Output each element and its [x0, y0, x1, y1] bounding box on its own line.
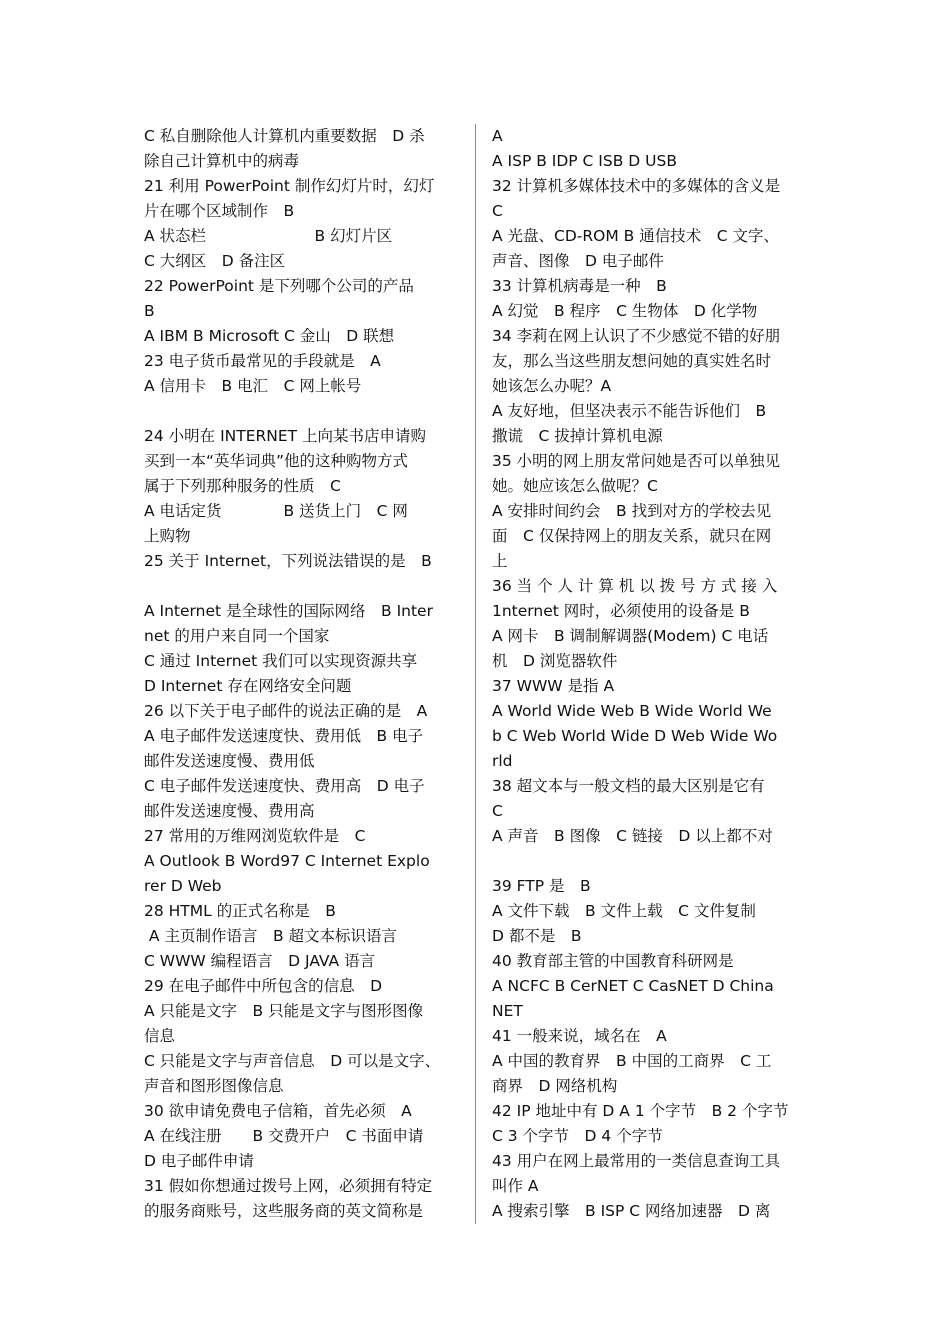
- text-line: 上: [492, 552, 508, 570]
- text-line: A 在线注册 B 交费开户 C 书面申请: [144, 1127, 424, 1145]
- text-line: A ISP B IDP C ISB D USB: [492, 152, 677, 170]
- text-line: 38 超文本与一般文档的最大区别是它有: [492, 777, 765, 795]
- text-line: A 状态栏 B 幻灯片区: [144, 227, 393, 245]
- text-line: 面 C 仅保持网上的朋友关系，就只在网: [492, 527, 772, 545]
- text-line: A NCFC B CerNET C CasNET D China: [492, 977, 774, 995]
- text-line: 她该怎么办呢？A: [492, 377, 612, 395]
- text-line: 撒谎 C 拔掉计算机电源: [492, 427, 663, 445]
- text-line: A World Wide Web B Wide World We: [492, 702, 772, 720]
- text-line: A 信用卡 B 电汇 C 网上帐号: [144, 377, 362, 395]
- left-text-column: [144, 124, 464, 1224]
- text-line: C 只能是文字与声音信息 D 可以是文字、: [144, 1052, 441, 1070]
- text-line: A 文件下载 B 文件上载 C 文件复制: [492, 902, 756, 920]
- text-line: rer D Web: [144, 877, 222, 895]
- text-line: A 安排时间约会 B 找到对方的学校去见: [492, 502, 772, 520]
- text-line: A 搜索引擎 B ISP C 网络加速器 D 离: [492, 1202, 771, 1220]
- text-line: 21 利用 PowerPoint 制作幻灯片时，幻灯: [144, 177, 435, 195]
- text-line: 商界 D 网络机构: [492, 1077, 618, 1095]
- text-line: 1nternet 网时，必须使用的设备是 B: [492, 602, 750, 620]
- text-line: 28 HTML 的正式名称是 B: [144, 902, 336, 920]
- text-line: A 只能是文字 B 只能是文字与图形图像: [144, 1002, 424, 1020]
- text-line: 43 用户在网上最常用的一类信息查询工具: [492, 1152, 781, 1170]
- text-line: A 电子邮件发送速度快、费用低 B 电子: [144, 727, 424, 745]
- text-line: [144, 574, 464, 599]
- text-line: 25 关于 Internet，下列说法错误的是 B: [144, 552, 432, 570]
- text-line: A Internet 是全球性的国际网络 B Inter: [144, 602, 433, 620]
- text-line: A 光盘、CD-ROM B 通信技术 C 文字、: [492, 227, 779, 245]
- text-line: 声音和图形图像信息: [144, 1077, 284, 1095]
- text-line: 39 FTP 是 B: [492, 877, 591, 895]
- text-line: C: [492, 802, 503, 820]
- text-line: 42 IP 地址中有 D A 1 个字节 B 2 个字节: [492, 1102, 789, 1120]
- text-line: 邮件发送速度慢、费用高: [144, 802, 315, 820]
- text-line: 22 PowerPoint 是下列哪个公司的产品: [144, 277, 414, 295]
- text-line: C 私自删除他人计算机内重要数据 D 杀: [144, 127, 425, 145]
- text-line: A 友好地，但坚决表示不能告诉他们 B: [492, 402, 767, 420]
- text-line: 24 小明在 INTERNET 上向某书店申请购: [144, 427, 427, 445]
- text-line: 声音、图像 D 电子邮件: [492, 252, 664, 270]
- text-line: C WWW 编程语言 D JAVA 语言: [144, 952, 376, 970]
- text-line: 27 常用的万维网浏览软件是 C: [144, 827, 366, 845]
- text-line: b C Web World Wide D Web Wide Wo: [492, 727, 778, 745]
- text-line: 41 一般来说，域名在 A: [492, 1027, 667, 1045]
- text-line: C 电子邮件发送速度快、费用高 D 电子: [144, 777, 425, 795]
- text-line: rld: [492, 752, 513, 770]
- text-line: 除自己计算机中的病毒: [144, 152, 300, 170]
- text-line: C 大纲区 D 备注区: [144, 252, 286, 270]
- text-line: A 主页制作语言 B 超文本标识语言: [144, 927, 398, 945]
- text-line: 买到一本“英华词典”他的这种购物方式: [144, 452, 409, 470]
- text-line: 34 李莉在网上认识了不少感觉不错的好朋: [492, 327, 781, 345]
- text-line: A Outlook B Word97 C Internet Explo: [144, 852, 430, 870]
- text-line: B: [144, 302, 155, 320]
- text-line: 的服务商账号，这些服务商的英文简称是: [144, 1202, 424, 1220]
- column-divider: [475, 124, 476, 1224]
- text-line: 36 当 个 人 计 算 机 以 拨 号 方 式 接 入: [492, 577, 778, 595]
- text-line: C 通过 Internet 我们可以实现资源共享: [144, 652, 418, 670]
- text-line: A 声音 B 图像 C 链接 D 以上都不对: [492, 827, 773, 845]
- text-line: 35 小明的网上朋友常问她是否可以单独见: [492, 452, 781, 470]
- text-line: 片在哪个区域制作 B: [144, 202, 295, 220]
- text-line: A 幻觉 B 程序 C 生物体 D 化学物: [492, 302, 758, 320]
- text-line: [144, 399, 464, 424]
- text-line: 上购物: [144, 527, 191, 545]
- text-line: 40 教育部主管的中国教育科研网是: [492, 952, 734, 970]
- text-line: C 3 个字节 D 4 个字节: [492, 1127, 663, 1145]
- text-line: 信息: [144, 1027, 176, 1045]
- text-line: 31 假如你想通过拨号上网，必须拥有特定: [144, 1177, 433, 1195]
- text-line: NET: [492, 1002, 523, 1020]
- text-line: 26 以下关于电子邮件的说法正确的是 A: [144, 702, 428, 720]
- text-line: D 都不是 B: [492, 927, 582, 945]
- text-line: 29 在电子邮件中所包含的信息 D: [144, 977, 383, 995]
- right-text-column: [492, 124, 812, 1224]
- text-line: 机 D 浏览器软件: [492, 652, 618, 670]
- text-line: 邮件发送速度慢、费用低: [144, 752, 315, 770]
- text-line: D Internet 存在网络安全问题: [144, 677, 352, 695]
- text-line: 33 计算机病毒是一种 B: [492, 277, 667, 295]
- text-line: net 的用户来自同一个国家: [144, 627, 330, 645]
- text-line: A 电话定货 B 送货上门 C 网: [144, 502, 408, 520]
- text-line: 23 电子货币最常见的手段就是 A: [144, 352, 381, 370]
- text-line: 友，那么当这些朋友想问她的真实姓名时: [492, 352, 772, 370]
- text-line: 她。她应该怎么做呢？C: [492, 477, 658, 495]
- text-line: A 网卡 B 调制解调器(Modem) C 电话: [492, 627, 769, 645]
- text-line: [492, 849, 812, 874]
- text-line: A IBM B Microsoft C 金山 D 联想: [144, 327, 395, 345]
- text-line: D 电子邮件申请: [144, 1152, 254, 1170]
- text-line: 30 欲申请免费电子信箱，首先必须 A: [144, 1102, 412, 1120]
- text-line: C: [492, 202, 503, 220]
- text-line: A 中国的教育界 B 中国的工商界 C 工: [492, 1052, 772, 1070]
- text-line: 属于下列那种服务的性质 C: [144, 477, 341, 495]
- text-line: A: [492, 127, 503, 145]
- text-line: 叫作 A: [492, 1177, 539, 1195]
- text-line: 37 WWW 是指 A: [492, 677, 615, 695]
- text-line: 32 计算机多媒体技术中的多媒体的含义是: [492, 177, 781, 195]
